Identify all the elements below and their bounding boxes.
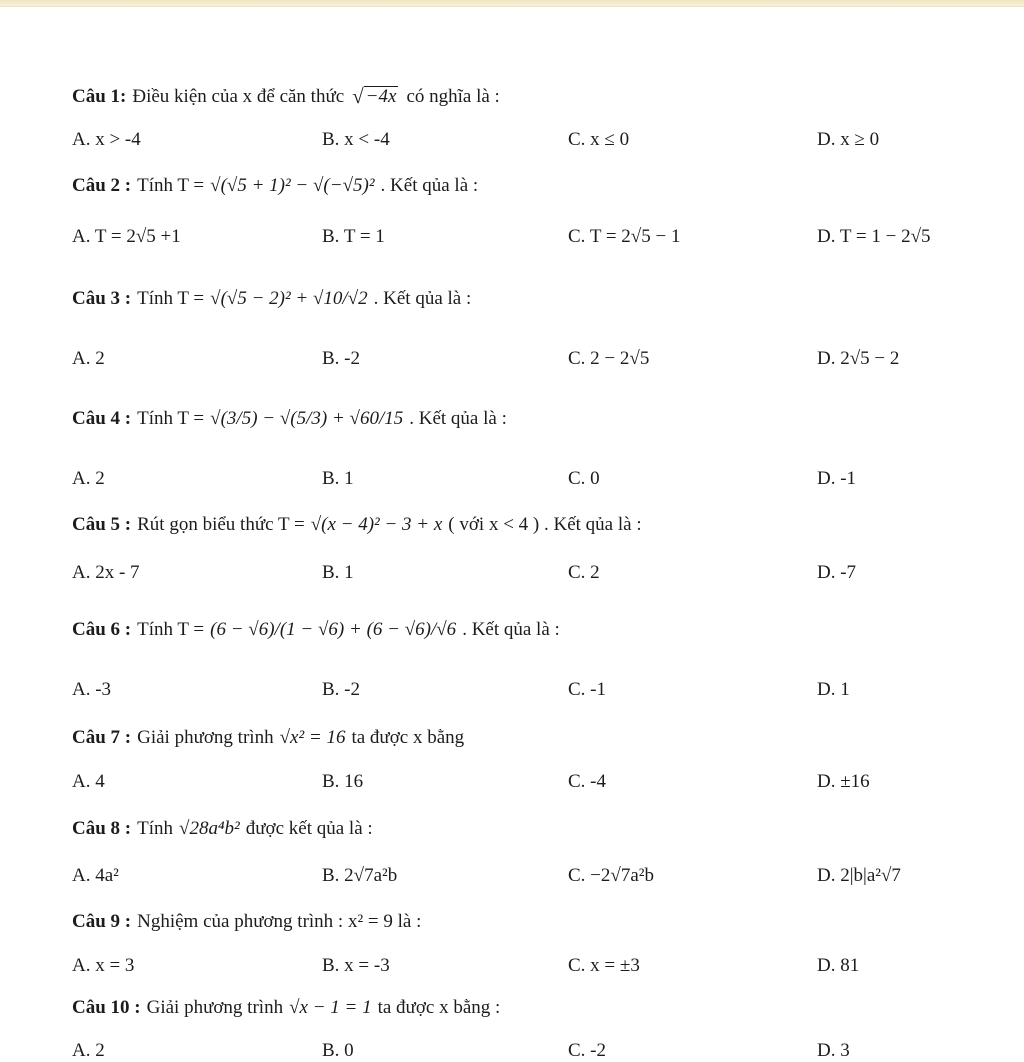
option-d[interactable]: D. 81 [817, 955, 860, 976]
option-a[interactable]: A. x > -4 [72, 129, 141, 150]
question-label: Câu 6 : [72, 619, 132, 640]
question-label: Câu 2 : [72, 175, 132, 196]
option-a[interactable]: A. 2 [72, 1040, 105, 1061]
option-a[interactable]: A. 2x - 7 [72, 562, 140, 583]
question-label: Câu 10 : [72, 997, 141, 1018]
question-tail: . Kết qủa là : [373, 288, 472, 309]
math-expression: √(x − 4)² − 3 + x [310, 514, 443, 535]
math-expression: (6 − √6)/(1 − √6) + (6 − √6)/√6 [210, 619, 457, 640]
math-expression: √28a⁴b² [179, 818, 240, 839]
question-label: Câu 4 : [72, 408, 132, 429]
option-a[interactable]: A. 2 [72, 468, 105, 489]
question-text: Tính T = [137, 408, 205, 429]
option-d[interactable]: D. x ≥ 0 [817, 129, 880, 150]
option-d[interactable]: D. 3 [817, 1040, 850, 1061]
question-1 [72, 86, 994, 107]
option-c[interactable]: C. -2 [568, 1040, 606, 1061]
math-expression: √ −4x [352, 84, 397, 108]
question-2 [72, 176, 994, 195]
question-9 [72, 912, 994, 931]
question-tail: ta được x bằng [351, 727, 465, 748]
option-b[interactable]: B. T = 1 [322, 226, 385, 247]
option-d[interactable]: D. -7 [817, 562, 857, 583]
option-c[interactable]: C. x = ±3 [568, 955, 640, 976]
question-tail: . Kết qủa là : [409, 408, 507, 429]
option-c[interactable]: C. T = 2√5 − 1 [568, 226, 681, 247]
option-c[interactable]: C. 2 − 2√5 [568, 348, 650, 369]
question-5 [72, 515, 994, 534]
option-d[interactable]: D. ±16 [817, 771, 870, 792]
question-text: Tính [137, 818, 174, 839]
option-b[interactable]: B. 0 [322, 1040, 354, 1061]
option-b[interactable]: B. x < -4 [322, 129, 390, 150]
option-a[interactable]: A. x = 3 [72, 955, 135, 976]
option-c[interactable]: C. 0 [568, 468, 600, 489]
option-a[interactable]: A. 4a² [72, 865, 119, 886]
option-d[interactable]: D. 1 [817, 679, 850, 700]
option-b[interactable]: B. 16 [322, 771, 364, 792]
math-expression: √x − 1 = 1 [289, 997, 372, 1018]
question-3 [72, 289, 994, 308]
question-text: Giải phương trình [137, 727, 274, 748]
question-4 [72, 409, 994, 428]
question-tail: . Kết qủa là : [380, 175, 479, 196]
question-tail: được kết qủa là : [245, 818, 373, 839]
option-b[interactable]: B. 2√7a²b [322, 865, 398, 886]
option-d[interactable]: D. T = 1 − 2√5 [817, 226, 931, 247]
option-d[interactable]: D. 2|b|a²√7 [817, 865, 901, 886]
option-a[interactable]: A. 4 [72, 771, 105, 792]
question-text: Nghiệm của phương trình : x² = 9 là : [137, 911, 422, 932]
option-b[interactable]: B. x = -3 [322, 955, 390, 976]
math-expression: √(3/5) − √(5/3) + √60/15 [210, 408, 404, 429]
question-tail: ta được x bằng : [377, 997, 501, 1018]
option-a[interactable]: A. -3 [72, 679, 112, 700]
question-tail: . Kết qủa là : [462, 619, 560, 640]
option-d[interactable]: D. 2√5 − 2 [817, 348, 900, 369]
option-b[interactable]: B. 1 [322, 562, 354, 583]
option-b[interactable]: B. 1 [322, 468, 354, 489]
question-8 [72, 819, 994, 838]
option-c[interactable]: C. -4 [568, 771, 606, 792]
math-expression: √x² = 16 [279, 727, 346, 748]
option-c[interactable]: C. 2 [568, 562, 600, 583]
option-b[interactable]: B. -2 [322, 679, 360, 700]
question-text: Tính T = [137, 175, 205, 196]
question-text: Rút gọn biểu thức T = [137, 514, 305, 535]
question-label: Câu 3 : [72, 288, 132, 309]
question-7 [72, 728, 994, 747]
math-expression: √(√5 + 1)² − √(−√5)² [210, 175, 375, 196]
question-6 [72, 620, 994, 639]
option-b[interactable]: B. -2 [322, 348, 360, 369]
math-expression: √(√5 − 2)² + √10/√2 [210, 288, 368, 309]
question-label: Câu 1: [72, 85, 127, 107]
question-10 [72, 998, 994, 1017]
question-text: Tính T = [137, 288, 205, 309]
question-label: Câu 8 : [72, 818, 132, 839]
question-label: Câu 9 : [72, 911, 132, 932]
option-c[interactable]: C. -1 [568, 679, 606, 700]
question-label: Câu 5 : [72, 514, 132, 535]
option-a[interactable]: A. T = 2√5 +1 [72, 226, 181, 247]
question-tail: ( với x < 4 ) . Kết qủa là : [448, 514, 642, 535]
option-c[interactable]: C. x ≤ 0 [568, 129, 630, 150]
option-a[interactable]: A. 2 [72, 348, 105, 369]
question-label: Câu 7 : [72, 727, 132, 748]
question-text: Giải phương trình [146, 997, 284, 1018]
option-c[interactable]: C. −2√7a²b [568, 865, 654, 886]
question-text: Điều kiện của x để căn thức [132, 85, 345, 107]
question-tail: có nghĩa là : [406, 85, 500, 107]
question-text: Tính T = [137, 619, 205, 640]
option-d[interactable]: D. -1 [817, 468, 857, 489]
